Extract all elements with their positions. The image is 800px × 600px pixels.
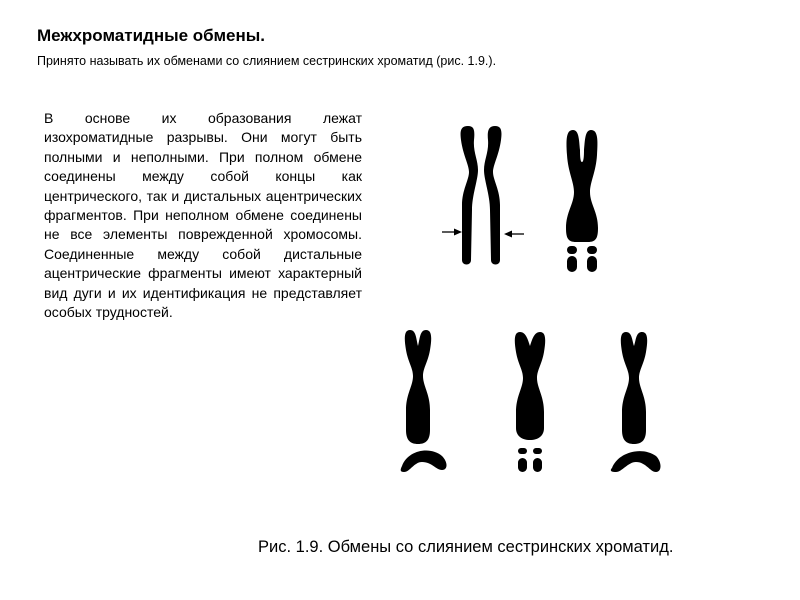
dot-middle-1 — [518, 448, 527, 454]
chromosome-arc-right — [611, 332, 661, 472]
middle-chromatids — [515, 332, 545, 440]
slide-title: Межхроматидные обмены. — [37, 26, 265, 45]
dot-fragment-1 — [567, 246, 577, 254]
break-arrow-left-head — [454, 229, 462, 236]
dot-middle-3 — [518, 458, 527, 472]
dot-middle-2 — [533, 448, 542, 454]
break-arrow-right-head — [504, 231, 512, 238]
chromosome-arc-left — [401, 330, 447, 472]
fused-chromatids — [566, 130, 598, 242]
slide-subtitle: Принято называть их обменами со слиянием сестринских хроматид (рис. 1.9.). — [37, 54, 497, 68]
dot-fragment-2 — [587, 246, 597, 254]
chromosome-illustration — [390, 110, 690, 490]
body-text: В основе их образования лежат изохроматидные разрывы. Они могут быть полными и неполными. При полном обмене соединены между собой концы как центрического, так и дистальных ацентрических фрагментов. При неполном обмене соединены не все элементы поврежденной хромосомы. Соединенные между собой дистальные ацентрические фрагменты имеют характерный вид дуги и их идентификация не представляет особых трудностей. — [44, 110, 362, 321]
dot-fragment-4 — [587, 256, 597, 272]
chromosome-normal — [442, 126, 524, 265]
chromosome-dots-middle — [515, 332, 545, 472]
right-chromatids — [621, 332, 647, 444]
chromatid-left — [461, 126, 478, 265]
figure-caption: Рис. 1.9. Обмены со слиянием сестринских хроматид. — [258, 538, 674, 556]
arc-fragment-right — [611, 451, 661, 472]
left-chromatids — [405, 330, 431, 444]
chromosome-figure — [390, 110, 690, 490]
arc-fragment-left — [401, 451, 447, 472]
chromosome-fused-top — [566, 130, 598, 272]
chromatid-right — [484, 126, 501, 265]
dot-fragment-3 — [567, 256, 577, 272]
dot-middle-4 — [533, 458, 542, 472]
